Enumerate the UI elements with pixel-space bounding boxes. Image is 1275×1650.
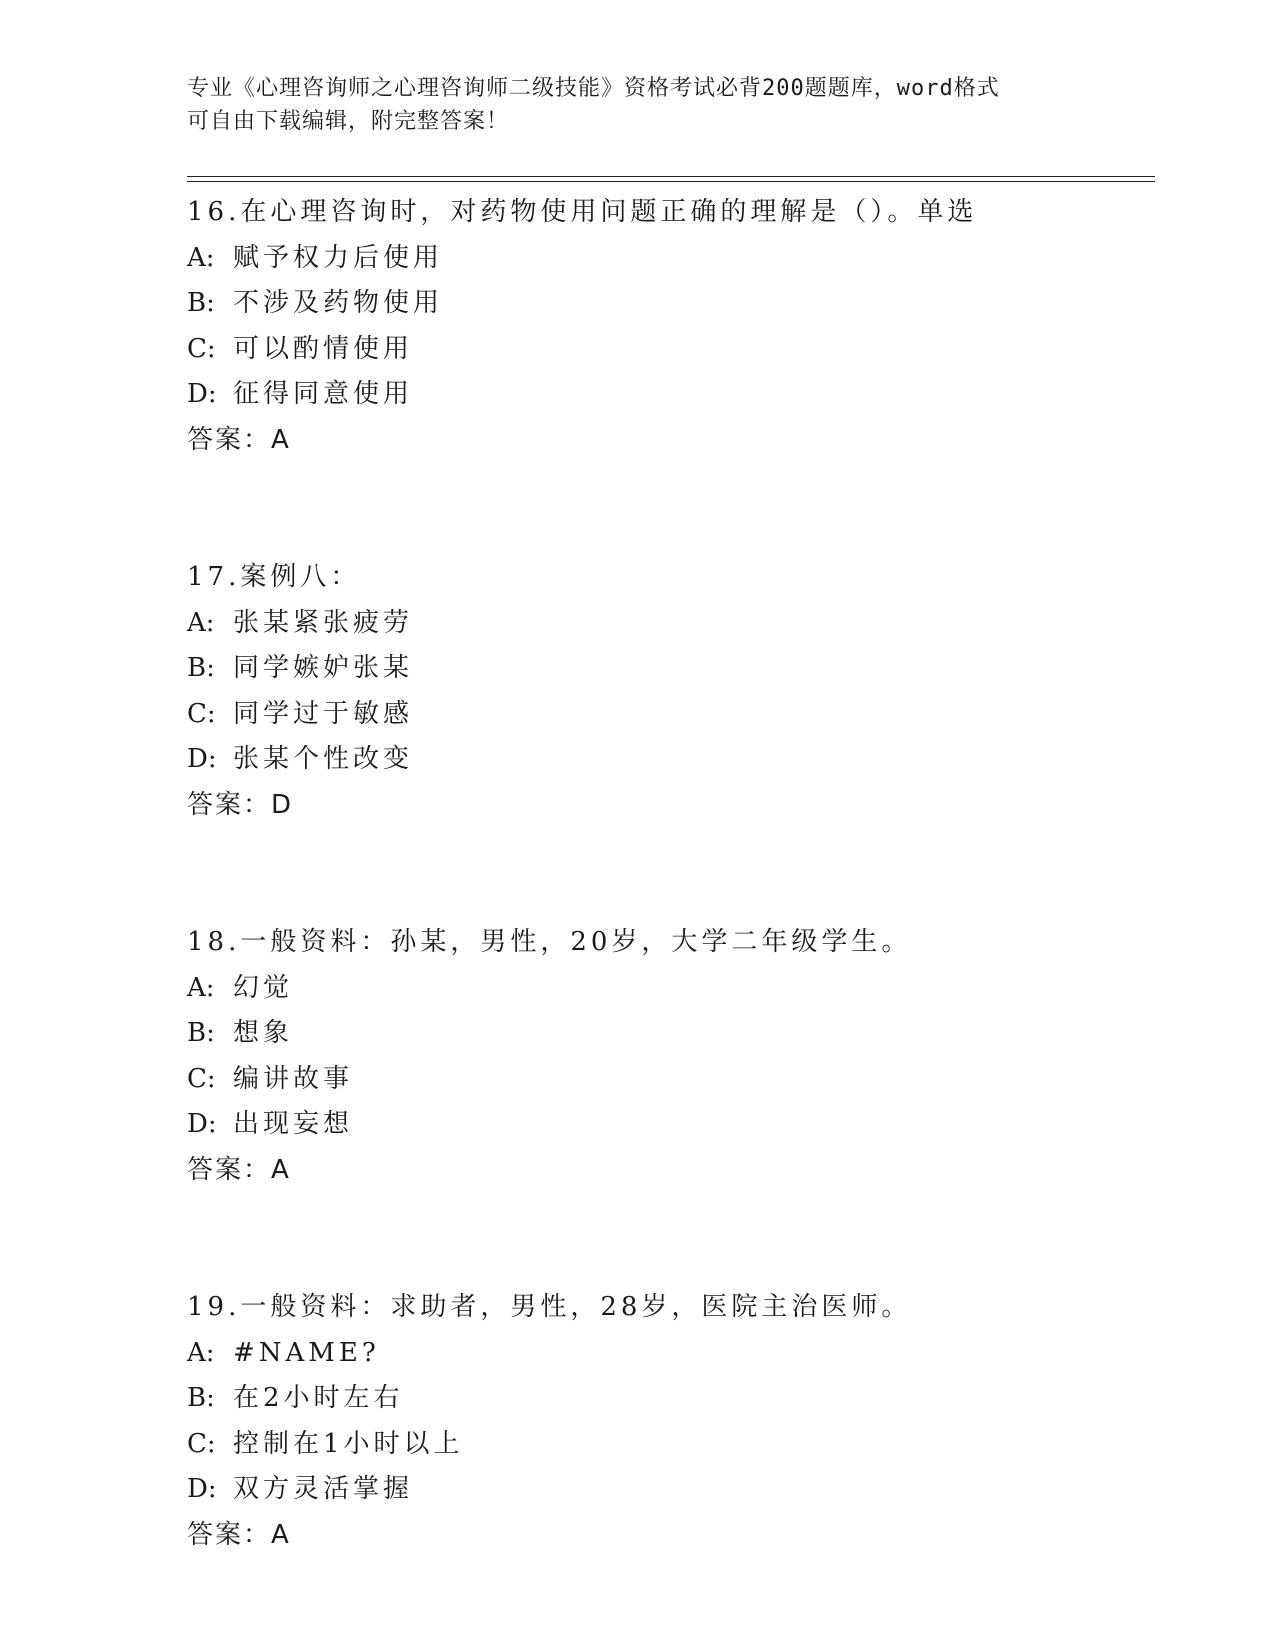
option-text: 在2小时左右 [233, 1383, 404, 1413]
option-text: 赋予权力后使用 [233, 242, 444, 273]
option-d [187, 1102, 1147, 1148]
header-title-line-2: 可自由下载编辑，附完整答案！ [187, 109, 510, 134]
option-d [187, 1467, 1147, 1513]
option-c [187, 327, 1147, 373]
option-letter: C: [187, 333, 216, 364]
question-18 [187, 920, 1147, 1193]
option-letter: A: [187, 972, 215, 1003]
answer-line: 答案：D [187, 789, 294, 820]
option-text: 编讲故事 [233, 1063, 354, 1094]
option-text: 幻觉 [233, 972, 294, 1003]
option-b [187, 281, 1147, 327]
question-16 [187, 190, 1147, 463]
option-letter: D: [187, 1474, 217, 1504]
question-stem: 18.一般资料：孙某，男性，20岁，大学二年级学生。 [187, 927, 912, 957]
option-text: 张某紧张疲劳 [233, 607, 414, 638]
answer-line: 答案：A [187, 1154, 291, 1185]
option-letter: B: [187, 1018, 215, 1048]
header-title-line-1: 专业《心理咨询师之心理咨询师二级技能》资格考试必背200题题库，word格式 [187, 76, 1000, 101]
option-text: #NAME? [233, 1337, 380, 1368]
question-spacer [187, 828, 1147, 920]
option-letter: C: [187, 1063, 216, 1094]
question-stem: 17.案例八： [187, 562, 361, 592]
header-divider-bottom [187, 181, 1155, 182]
option-text: 可以酌情使用 [233, 333, 414, 364]
option-text: 张某个性改变 [233, 744, 414, 774]
option-letter: B: [187, 653, 215, 683]
option-letter: A: [187, 607, 215, 638]
answer-line: 答案：A [187, 1519, 291, 1550]
option-c [187, 1422, 1147, 1468]
option-text: 同学过于敏感 [233, 698, 414, 729]
option-letter: D: [187, 1109, 217, 1139]
option-b [187, 1376, 1147, 1422]
question-17 [187, 555, 1147, 828]
option-d [187, 372, 1147, 418]
option-a [187, 966, 1147, 1012]
question-stem: 16.在心理咨询时，对药物使用问题正确的理解是（）。单选 [187, 197, 978, 227]
option-text: 同学嫉妒张某 [233, 653, 414, 683]
option-b [187, 646, 1147, 692]
option-letter: D: [187, 744, 217, 774]
option-letter: C: [187, 1428, 216, 1459]
option-text: 双方灵活掌握 [233, 1474, 414, 1504]
option-a [187, 236, 1147, 282]
option-b [187, 1011, 1147, 1057]
answer-line: 答案：A [187, 424, 291, 455]
option-letter: A: [187, 1337, 215, 1368]
option-c [187, 692, 1147, 738]
question-19 [187, 1285, 1147, 1558]
question-list [187, 190, 1147, 1558]
option-letter: C: [187, 698, 216, 729]
option-letter: A: [187, 242, 215, 273]
option-text: 想象 [233, 1018, 294, 1048]
header-divider-top [187, 176, 1155, 177]
question-spacer [187, 1193, 1147, 1285]
option-c [187, 1057, 1147, 1103]
option-text: 出现妄想 [233, 1109, 354, 1139]
option-d [187, 737, 1147, 783]
document-header [187, 72, 1087, 138]
option-a [187, 601, 1147, 647]
option-text: 控制在1小时以上 [233, 1428, 464, 1459]
option-letter: B: [187, 288, 215, 318]
option-letter: B: [187, 1383, 215, 1413]
option-text: 不涉及药物使用 [233, 288, 444, 318]
question-stem: 19.一般资料：求助者，男性，28岁，医院主治医师。 [187, 1292, 912, 1322]
option-text: 征得同意使用 [233, 379, 414, 409]
question-spacer [187, 463, 1147, 555]
option-letter: D: [187, 379, 217, 409]
option-a [187, 1331, 1147, 1377]
